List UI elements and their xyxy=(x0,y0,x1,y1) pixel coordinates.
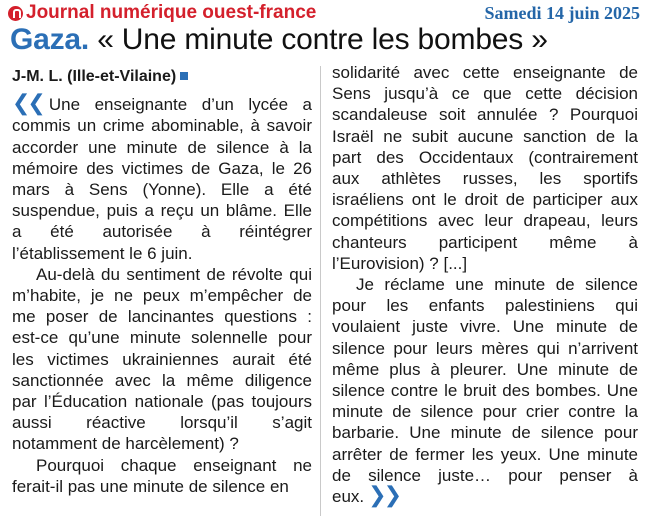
article-column-right xyxy=(332,62,638,507)
publication-date: Samedi 14 juin 2025 xyxy=(484,3,640,23)
article-headline xyxy=(10,22,548,58)
headline-title: « Une minute contre les bombes » xyxy=(97,23,548,56)
paragraph-text: Je réclame une minute de silence pour les enfants palestiniens qui voulaient juste vivre. Une minute de silence pour leurs mères qui n’arrivent même plus à pleurer. Une minute de silence contre le bruit des bombes. Une minute de silence pour crier contre la barbarie. Une minute de silence pour arrêter de fermer les yeux. Une minute de silence juste… pour penser à eux. xyxy=(332,275,638,507)
column-divider xyxy=(320,66,321,516)
paragraph: solidarité avec cette enseignante de Sens jusqu’à ce que cette décision scandaleuse soit annulée ? Pourquoi Israël ne subit aucune sanction de la part des Occidentaux (contrairement aux athlètes russes, les sportifs israéliens ont le droit de participer aux compétitions avec leur drapeau, leurs chanteurs participent même à l’Eurovision) ? [...] xyxy=(332,63,638,273)
open-quote-icon: ❮❮ xyxy=(12,90,43,116)
paragraph xyxy=(12,90,312,264)
byline-text: J-M. L. (Ille-et-Vilaine) xyxy=(12,68,177,85)
paragraph-text: Une enseignante d’un lycée a commis un crime abominable, à savoir accorder une minute de silence à la mémoire des victimes de Gaza, le 26 mars à Sens (Yonne). Elle a été suspendue, puis a reçu un blâme. Elle a été autorisée à réintégrer l’établissement le 6 juin. xyxy=(12,95,312,263)
close-quote-icon: ❯❯ xyxy=(368,482,400,508)
paragraph xyxy=(332,274,638,507)
paragraph: Au-delà du sentiment de révolte qui m’habite, je ne peux m’empêcher de me poser de lancinantes questions : est-ce qu’une minute solennelle pour les victimes ukrainiennes aurait été sanctionnée avec la même diligence par l’Éducation nationale (pas toujours aussi réactive lorsqu’il s’agit notamment de harcèlement) ? xyxy=(12,264,312,454)
publication-name: Journal numérique ouest-france xyxy=(26,2,317,23)
article-column-left xyxy=(12,62,312,497)
ouest-france-logo-icon xyxy=(8,6,23,21)
paragraph: Pourquoi chaque enseignant ne ferait-il pas une minute de silence en xyxy=(12,455,312,496)
byline-square-icon xyxy=(180,72,188,80)
byline xyxy=(12,66,312,87)
headline-kicker: Gaza. xyxy=(10,23,90,56)
